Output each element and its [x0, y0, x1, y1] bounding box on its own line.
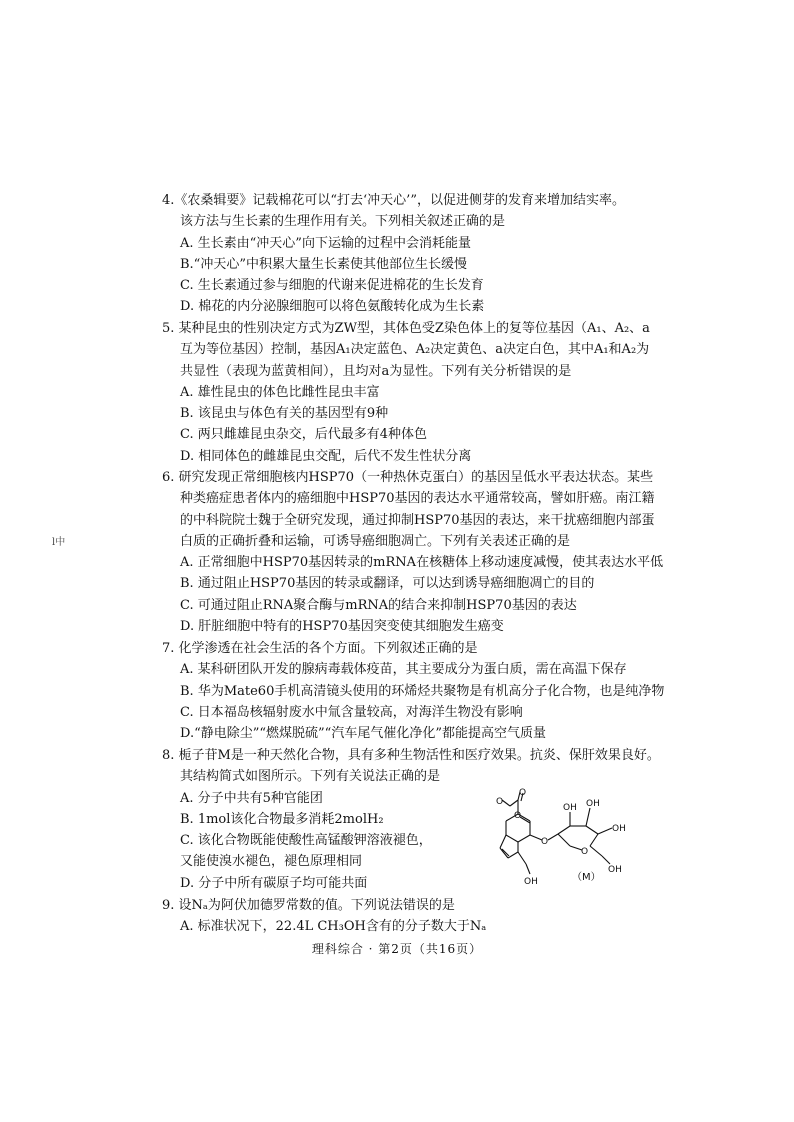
question-8-stem-line: 8. 栀子苷M是一种天然化合物，具有多种生物活性和医疗效果。抗炎、保肝效果良好。 — [162, 748, 660, 763]
molecule-label: （M） — [572, 872, 601, 883]
question-4-option-a: A. 生长素由“冲天心”向下运输的过程中会消耗能量 — [180, 235, 471, 251]
question-6-stem-line: 白质的正确折叠和运输，可诱导癌细胞凋亡。下列有关表述正确的是 — [180, 533, 571, 549]
question-7 — [162, 638, 682, 744]
question-6 — [162, 467, 682, 637]
question-6-stem-line: 的中科院院士魏于全研究发现，通过抑制HSP70基因的表达，来干扰癌细胞内部蛋 — [180, 512, 655, 528]
molecule-structure-diagram — [490, 788, 660, 893]
question-4-option-b: B.“冲天心”中积累大量生长素使其他部位生长缓慢 — [180, 256, 467, 272]
question-5-option-a: A. 雄性昆虫的体色比雌性昆虫丰富 — [180, 384, 380, 400]
question-5-stem-line: 5. 某种昆虫的性别决定方式为ZW型，其体色受Z染色体上的复等位基因（A₁、A₂、a — [162, 321, 650, 336]
question-7-option-c: C. 日本福岛核辐射废水中氚含量较高，对海洋生物没有影响 — [180, 704, 523, 720]
sugar-ring-oxygen-label: O — [581, 847, 589, 857]
question-5-option-b: B. 该昆虫与体色有关的基因型有9种 — [180, 406, 389, 422]
margin-mark: l中 — [52, 537, 66, 548]
question-9-option-a: A. 标准状况下，22.4L CH₃OH含有的分子数大于Nₐ — [180, 919, 487, 935]
question-6-stem-line: 种类癌症患者体内的癌细胞中HSP70基因的表达水平通常较高，譬如肝癌。南江籍 — [180, 491, 655, 507]
page-footer: 理科综合 · 第2页（共16页） — [311, 942, 483, 956]
question-8-option-b: B. 1mol该化合物最多消耗2molH₂ — [180, 811, 384, 827]
question-6-option-a: A. 正常细胞中HSP70基因转录的mRNA在核糖体上移动速度减慢，使其表达水平低 — [180, 555, 664, 571]
question-5-stem-line: 共显性（表现为蓝黄相间），且均对a为显性。下列有关分析错误的是 — [180, 363, 572, 379]
glycosidic-oxygen-label: O — [541, 837, 549, 847]
hydroxyl-label: OH — [608, 865, 622, 875]
question-6-option-b: B. 通过阻止HSP70基因的转录或翻译，可以达到诱导癌细胞凋亡的目的 — [180, 576, 595, 592]
question-8-stem-line: 其结构简式如图所示。下列有关说法正确的是 — [180, 769, 441, 785]
question-6-stem-line: 6. 研究发现正常细胞核内HSP70（一种热休克蛋白）的基因呈低水平表达状态。某些 — [162, 470, 654, 485]
question-5-option-d: D. 相同体色的雌雄昆虫交配，后代不发生性状分离 — [180, 448, 472, 464]
question-8-option-a: A. 分子中共有5种官能团 — [180, 790, 323, 806]
question-5-option-c: C. 两只雌雄昆虫杂交，后代最多有4种体色 — [180, 427, 428, 443]
question-8-option-d: D. 分子中所有碳原子均可能共面 — [180, 875, 368, 891]
question-4-stem-line: 4.《农桑辑要》记载棉花可以“打去‘冲天心’”，以促进侧芽的发育来增加结实率。 — [162, 193, 625, 208]
hydroxyl-label: OH — [612, 824, 626, 834]
question-8-option-c: C. 该化合物既能使酸性高锰酸钾溶液褪色， — [180, 833, 432, 849]
ester-oxygen-label: O — [496, 797, 504, 807]
question-6-option-c: C. 可通过阻止RNA聚合酶与mRNA的结合来抑制HSP70基因的表达 — [180, 597, 577, 613]
question-4 — [162, 190, 682, 318]
question-9 — [162, 895, 682, 938]
question-4-stem-line: 该方法与生长素的生理作用有关。下列相关叙述正确的是 — [180, 214, 506, 230]
question-5 — [162, 318, 682, 467]
question-8-option-c-cont: 又能使溴水褪色，褪色原理相同 — [180, 854, 363, 870]
hydroxyl-label: OH — [586, 799, 600, 809]
carbonyl-oxygen-label: O — [519, 788, 527, 798]
question-4-option-c: C. 生长素通过参与细胞的代谢来促进棉花的生长发育 — [180, 278, 484, 294]
question-7-option-b: B. 华为Mate60手机高清镜头使用的环烯烃共聚物是有机高分子化合物，也是纯净物 — [180, 683, 665, 699]
question-4-option-d: D. 棉花的内分泌腺细胞可以将色氨酸转化成为生长素 — [180, 299, 485, 315]
question-5-stem-line: 互为等位基因）控制，基因A₁决定蓝色、A₂决定黄色、a决定白色，其中A₁和A₂为 — [180, 342, 650, 358]
molecule-svg — [490, 788, 660, 893]
question-9-stem-line: 9. 设Nₐ为阿伏加德罗常数的值。下列说法错误的是 — [162, 898, 455, 913]
hydroxyl-label: OH — [524, 877, 538, 887]
question-6-option-d: D. 肝脏细胞中特有的HSP70基因突变使其细胞发生癌变 — [180, 619, 504, 635]
hydroxyl-label: OH — [563, 803, 577, 813]
question-7-option-d: D.“静电除尘”“燃煤脱硫”“汽车尾气催化净化”都能提高空气质量 — [180, 726, 546, 742]
question-7-option-a: A. 某科研团队开发的腺病毒载体疫苗，其主要成分为蛋白质，需在高温下保存 — [180, 662, 627, 678]
question-7-stem-line: 7. 化学渗透在社会生活的各个方面。下列叙述正确的是 — [162, 641, 478, 656]
ring-oxygen-label: O — [514, 811, 522, 821]
